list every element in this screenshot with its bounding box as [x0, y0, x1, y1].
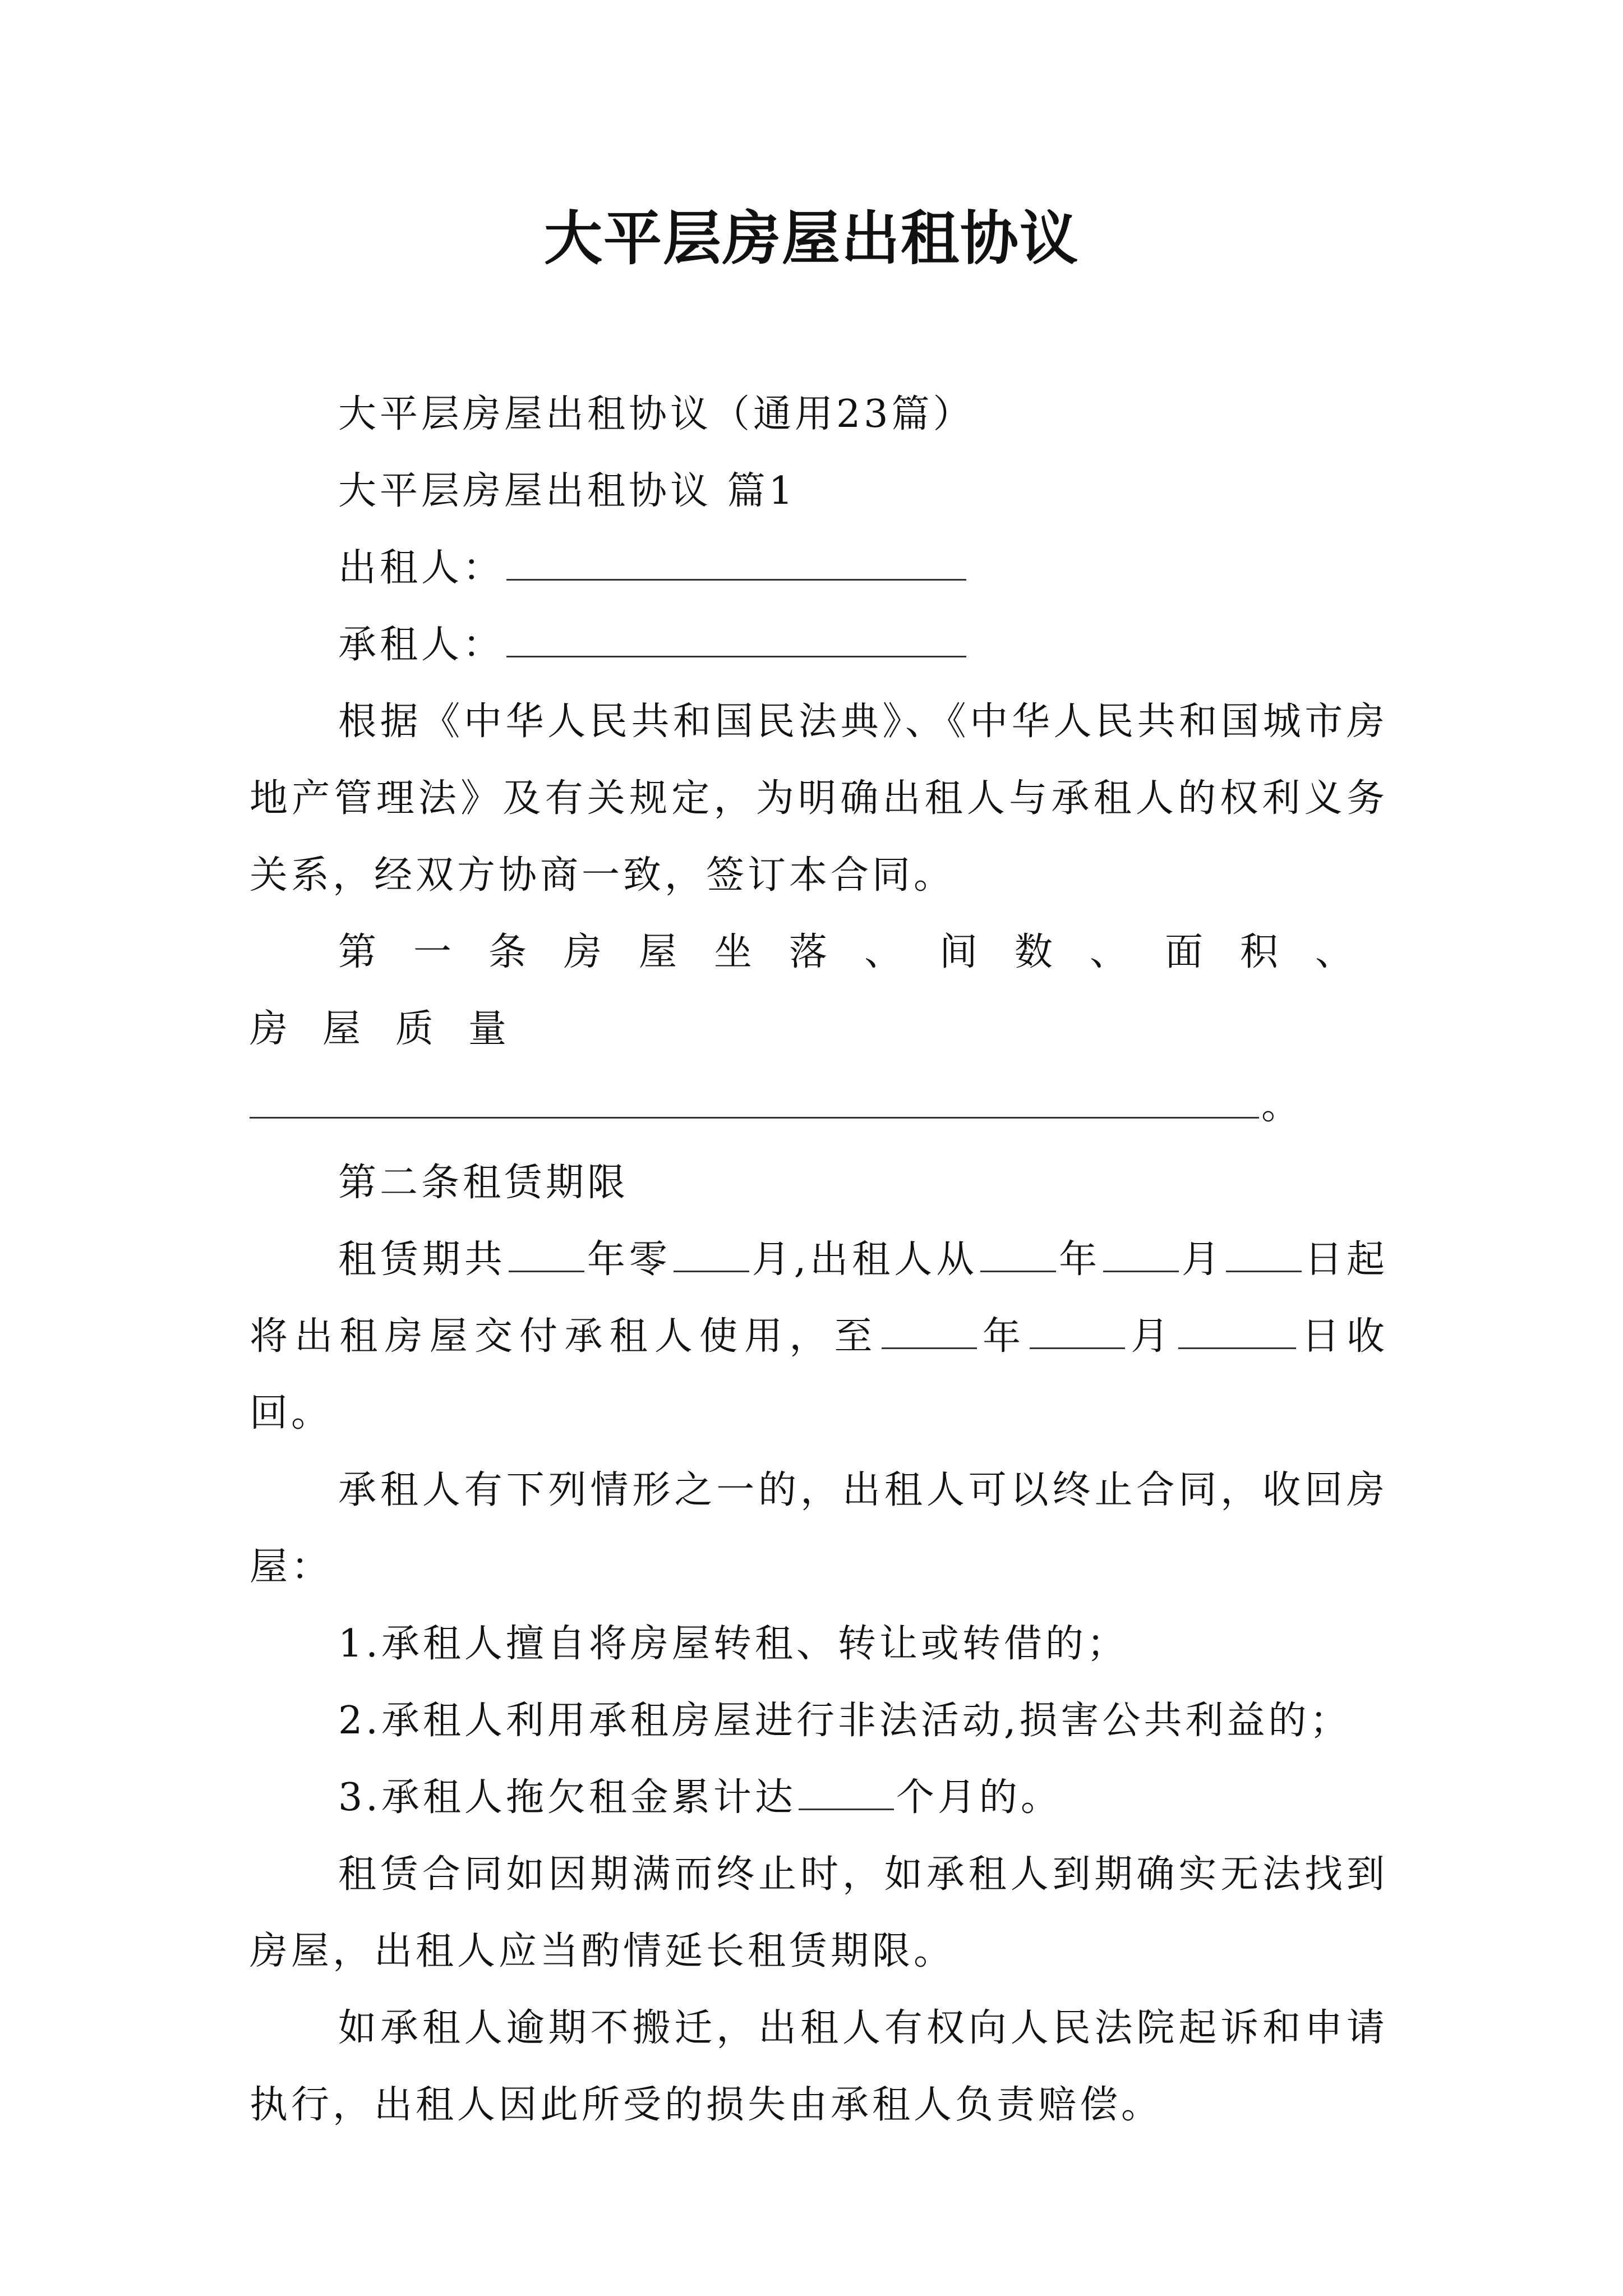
section-heading: 大平层房屋出租协议 篇1 [338, 469, 796, 513]
article1-blank [250, 1116, 1259, 1119]
term-months-blank [674, 1270, 749, 1272]
subtitle: 大平层房屋出租协议（通用23篇） [338, 392, 975, 436]
document-title: 大平层房屋出租协议 [543, 204, 1079, 273]
end-year-blank [882, 1347, 977, 1349]
article1-heading: 第一条房屋坐落、间数、面积、房屋质量 [250, 930, 1388, 1051]
start-month-blank [1103, 1270, 1179, 1272]
lessee-line [250, 606, 1388, 683]
end-month-blank [1030, 1347, 1125, 1349]
arrears-months-blank [799, 1808, 894, 1810]
lessor-blank [506, 578, 966, 581]
article2-heading: 第二条租赁期限 [338, 1161, 629, 1205]
termination-intro: 承租人有下列情形之一的，出租人可以终止合同，收回房屋： [250, 1468, 1388, 1589]
termination-item-3: 3.承租人拖欠租金累计达 个月的。 [338, 1775, 1062, 1820]
article1-blank-line: 。 [250, 1068, 1388, 1144]
lessee-label: 承租人： [338, 623, 505, 667]
lessor-line [250, 530, 1388, 606]
expiry-clause: 租赁合同如因期满而终止时，如承租人到期确实无法找到房屋，出租人应当酌情延长租赁期限。 [250, 1852, 1388, 1973]
end-day-blank [1178, 1347, 1296, 1349]
termination-item-1: 1.承租人擅自将房屋转租、转让或转借的； [338, 1622, 1128, 1666]
holdover-clause: 如承租人逾期不搬迁，出租人有权向人民法院起诉和申请执行，出租人因此所受的损失由承租人负责赔偿。 [250, 2006, 1388, 2127]
term-years-blank [509, 1270, 584, 1272]
start-day-blank [1226, 1270, 1302, 1272]
start-year-blank [980, 1270, 1056, 1272]
termination-item-2: 2.承租人利用承租房屋进行非法活动,损害公共利益的； [338, 1699, 1352, 1743]
term-paragraph: 租赁期共 年零 月,出租人从 年 月 日起将出租房屋交付承租人使用，至 年 月 日收回。 [250, 1237, 1388, 1435]
document-body [250, 376, 1388, 2143]
lessor-label: 出租人： [338, 546, 505, 590]
lessee-blank [506, 655, 966, 657]
preamble-paragraph: 根据《中华人民共和国民法典》、《中华人民共和国城市房地产管理法》及有关规定，为明确出租人与承租人的权利义务关系，经双方协商一致，签订本合同。 [250, 700, 1388, 898]
